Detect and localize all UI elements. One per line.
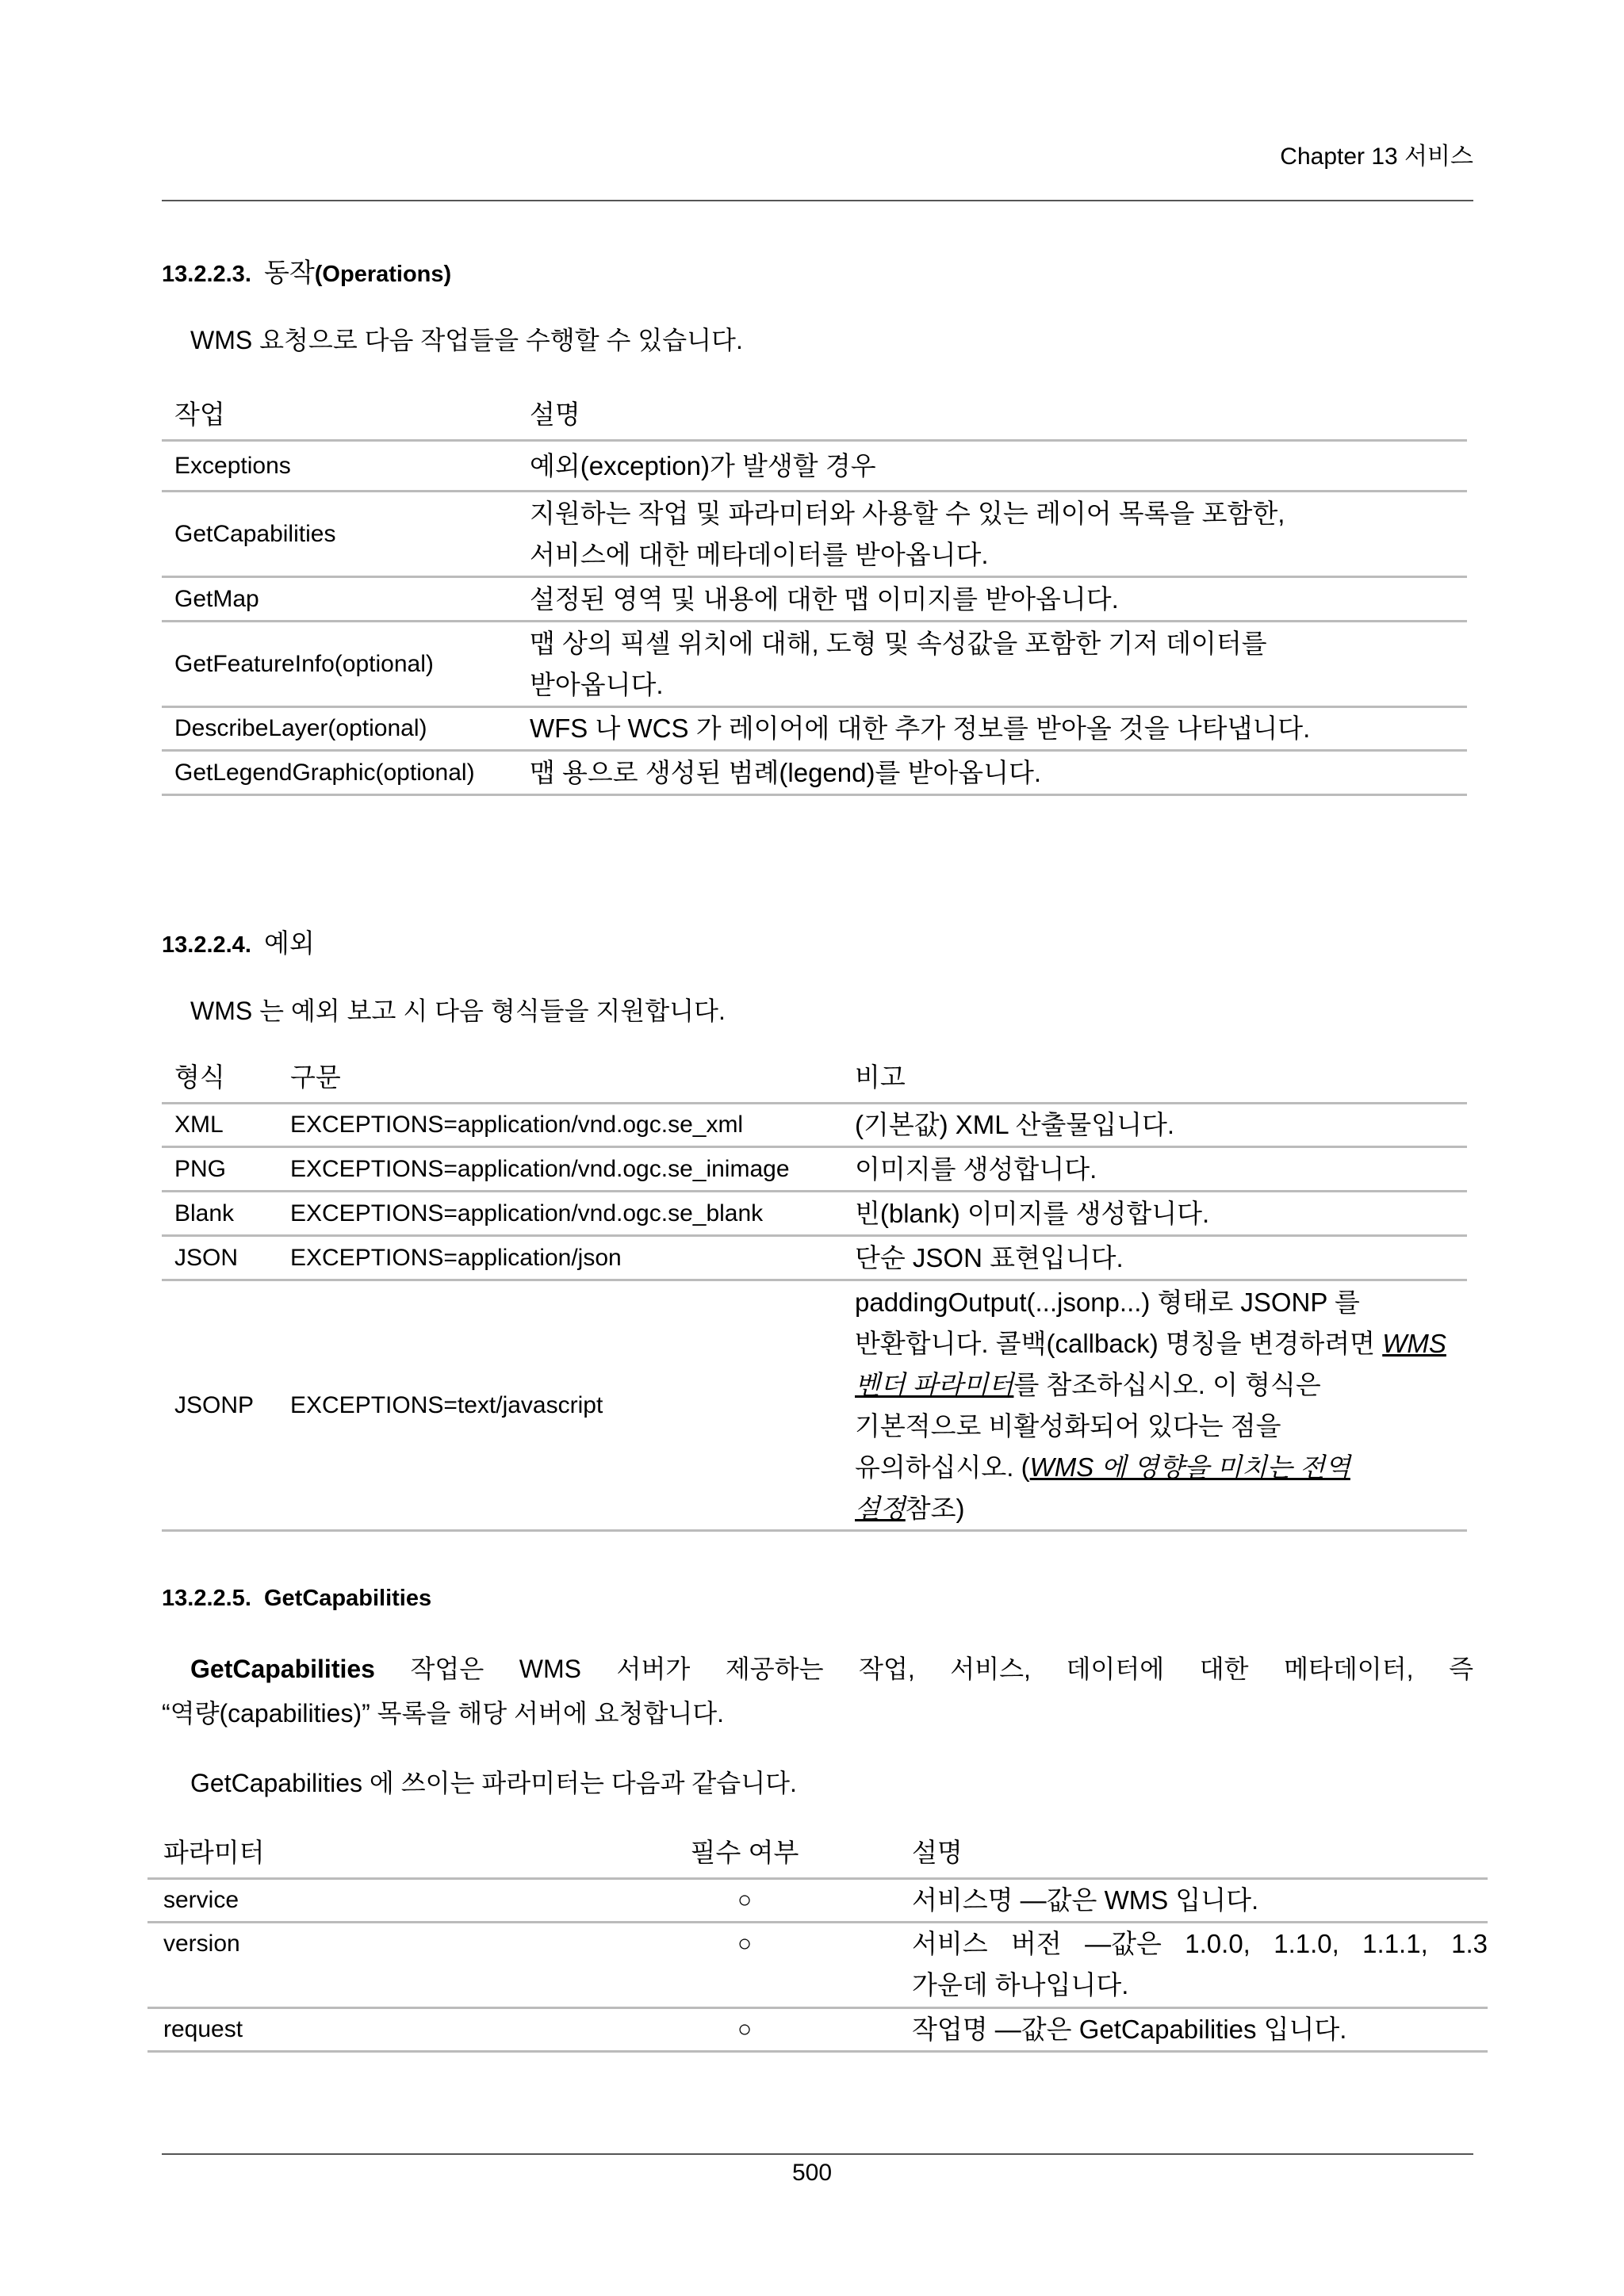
- parameter-name: service: [147, 1879, 590, 1923]
- operation-description: [517, 492, 1467, 577]
- getcap-paragraph-line2: “역량(capabilities)” 목록을 해당 서버에 요청합니다.: [162, 1699, 725, 1728]
- operation-description-line: 지원하는 작업 및 파라미터와 사용할 수 있는 레이어 목록을 포함한,: [530, 498, 1285, 528]
- parameter-required: ○: [590, 1923, 899, 2008]
- jsonp-remark-text: 유의하십시오. (: [855, 1452, 1030, 1482]
- operation-description: WFS 나 WCS 가 레이어에 대한 추가 정보를 받아올 것을 나타냅니다.: [517, 707, 1467, 751]
- operation-description-line: 서비스에 대한 메타데이터를 받아옵니다.: [530, 539, 989, 569]
- exceptions-table: [162, 1048, 1467, 1532]
- operations-heading-number: 13.2.2.3.: [162, 262, 251, 287]
- exception-remarks: [842, 1280, 1467, 1531]
- table-row: [147, 1879, 1488, 1923]
- operation-name: Exceptions: [162, 441, 517, 492]
- header-chapter-title: Chapter 13 서비스: [1280, 144, 1473, 170]
- parameters-col-parameter: 파라미터: [147, 1823, 590, 1879]
- parameter-required: ○: [590, 2008, 899, 2052]
- operations-heading-en: (Operations): [314, 262, 452, 287]
- table-row: [162, 1147, 1467, 1192]
- exception-format: JSONP: [162, 1280, 278, 1531]
- getcap-intro: GetCapabilities 에 쓰이는 파라미터는 다음과 같습니다.: [190, 1769, 797, 1797]
- exception-syntax: EXCEPTIONS=application/vnd.ogc.se_blank: [278, 1192, 842, 1236]
- exception-syntax: EXCEPTIONS=text/javascript: [278, 1280, 842, 1531]
- operation-description: 예외(exception)가 발생할 경우: [517, 441, 1467, 492]
- jsonp-remark-line: 기본적으로 비활성화되어 있다는 점을: [855, 1410, 1281, 1441]
- exception-format: XML: [162, 1104, 278, 1147]
- parameter-description: 작업명 —값은 GetCapabilities 입니다.: [899, 2008, 1488, 2052]
- table-row: [162, 1104, 1467, 1147]
- exception-remarks: (기본값) XML 산출물입니다.: [842, 1104, 1467, 1147]
- getcap-bold-term: GetCapabilities: [190, 1655, 375, 1683]
- operations-heading-ko: 동작: [264, 258, 315, 287]
- wms-vendor-params-link[interactable]: WMS: [1382, 1328, 1446, 1358]
- exceptions-heading-ko: 예외: [264, 928, 315, 958]
- operation-description: 맵 용으로 생성된 범례(legend)를 받아옵니다.: [517, 751, 1467, 795]
- operation-name: GetFeatureInfo(optional): [162, 622, 517, 707]
- header-rule: [162, 200, 1473, 201]
- getcap-paragraph-text: 작업은 WMS 서버가 제공하는 작업, 서비스, 데이터에 대한 메타데이터, 즉: [374, 1655, 1473, 1683]
- exception-syntax: EXCEPTIONS=application/vnd.ogc.se_xml: [278, 1104, 842, 1147]
- operations-col-operation: 작업: [162, 385, 517, 441]
- table-row: [162, 441, 1467, 492]
- global-settings-link-cont[interactable]: 설정: [855, 1493, 906, 1523]
- operations-col-description: 설명: [517, 385, 1467, 441]
- footer-rule: [162, 2153, 1473, 2155]
- exception-syntax: EXCEPTIONS=application/vnd.ogc.se_inimage: [278, 1147, 842, 1192]
- operation-name: GetLegendGraphic(optional): [162, 751, 517, 795]
- jsonp-remark-line: [855, 1488, 1467, 1529]
- table-row: [147, 1923, 1488, 2008]
- getcap-heading-number: 13.2.2.5.: [162, 1586, 251, 1611]
- jsonp-remark-text: 반환합니다. 콜백(callback) 명칭을 변경하려면: [855, 1328, 1383, 1358]
- jsonp-remark-line: [855, 1447, 1467, 1488]
- table-row: [162, 1192, 1467, 1236]
- table-row: [162, 1236, 1467, 1280]
- parameters-col-description: 설명: [899, 1823, 1488, 1879]
- parameter-description-line: 가운데 하나입니다.: [912, 1970, 1129, 1999]
- exceptions-heading: [162, 923, 315, 960]
- parameter-description-line: 서비스 버전 —값은 1.0.0, 1.1.0, 1.1.1, 1.3: [912, 1929, 1488, 1958]
- jsonp-remark-text: 를 참조하십시오. 이 형식은: [1013, 1369, 1321, 1399]
- operation-description: 설정된 영역 및 내용에 대한 맵 이미지를 받아옵니다.: [517, 577, 1467, 622]
- getcap-heading: [162, 1586, 431, 1612]
- parameters-table-header: [147, 1823, 1488, 1879]
- getcap-heading-title: GetCapabilities: [264, 1586, 432, 1611]
- operations-heading: [162, 252, 451, 289]
- page-number: 500: [791, 2160, 833, 2186]
- exception-remarks: 단순 JSON 표현입니다.: [842, 1236, 1467, 1280]
- exception-format: JSON: [162, 1236, 278, 1280]
- jsonp-remark-line: paddingOutput(...jsonp...) 형태로 JSONP 를: [855, 1287, 1360, 1317]
- table-row: [162, 622, 1467, 707]
- jsonp-remark-text: 참조): [905, 1493, 965, 1523]
- operations-intro: WMS 요청으로 다음 작업들을 수행할 수 있습니다.: [190, 326, 743, 354]
- exception-remarks: 빈(blank) 이미지를 생성합니다.: [842, 1192, 1467, 1236]
- operation-description: [517, 622, 1467, 707]
- parameters-table: [147, 1823, 1488, 2053]
- exception-format: Blank: [162, 1192, 278, 1236]
- parameter-required: ○: [590, 1879, 899, 1923]
- exceptions-table-header: [162, 1048, 1467, 1104]
- operation-name: GetMap: [162, 577, 517, 622]
- table-row: [162, 707, 1467, 751]
- parameter-description: [899, 1923, 1488, 2008]
- exceptions-col-remarks: 비고: [842, 1048, 1467, 1104]
- parameter-name: version: [147, 1923, 590, 2008]
- global-settings-link[interactable]: WMS 에 영향을 미치는 전역: [1029, 1452, 1350, 1482]
- getcap-paragraph-line1: [190, 1649, 1473, 1686]
- parameters-col-required: 필수 여부: [590, 1823, 899, 1879]
- operation-name: DescribeLayer(optional): [162, 707, 517, 751]
- operation-description-line: 받아옵니다.: [530, 669, 664, 699]
- exception-remarks: 이미지를 생성합니다.: [842, 1147, 1467, 1192]
- table-row: [162, 577, 1467, 622]
- operation-description-line: 맵 상의 픽셀 위치에 대해, 도형 및 속성값을 포함한 기저 데이터를: [530, 628, 1267, 658]
- table-row: [162, 1280, 1467, 1531]
- exceptions-heading-number: 13.2.2.4.: [162, 932, 251, 958]
- operations-table: [162, 385, 1467, 796]
- exceptions-col-format: 형식: [162, 1048, 278, 1104]
- operations-table-header: [162, 385, 1467, 441]
- jsonp-remark-line: [855, 1364, 1467, 1406]
- exceptions-col-syntax: 구문: [278, 1048, 842, 1104]
- parameter-description: 서비스명 —값은 WMS 입니다.: [899, 1879, 1488, 1923]
- table-row: [147, 2008, 1488, 2052]
- table-row: [162, 751, 1467, 795]
- wms-vendor-params-link-cont[interactable]: 벤더 파라미터: [855, 1369, 1014, 1399]
- exception-syntax: EXCEPTIONS=application/json: [278, 1236, 842, 1280]
- table-row: [162, 492, 1467, 577]
- jsonp-remark-line: [855, 1323, 1467, 1364]
- operation-name: GetCapabilities: [162, 492, 517, 577]
- exception-format: PNG: [162, 1147, 278, 1192]
- parameter-name: request: [147, 2008, 590, 2052]
- exceptions-intro: WMS 는 예외 보고 시 다음 형식들을 지원합니다.: [190, 997, 726, 1025]
